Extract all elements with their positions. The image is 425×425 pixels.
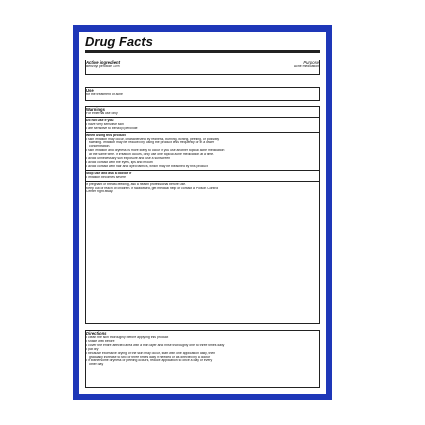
title-rule [85,50,320,53]
direction-item-text: shake well before [88,339,115,343]
when-using-item-cont: swelling. Irritation may be reduced by using the product less frequently or in a lower [89,141,215,145]
when-using-item-text: skin irritation may occur, characterized by redness, burning, itching, peeling, or possibly [88,137,220,141]
active-ingredient-value: Benzoyl peroxide 10% [86,65,120,68]
direction-item: • shake well before [86,339,115,343]
when-using-item: • skin irritation may occur, characterized by redness, burning, itching, peeling, or possibly [86,137,220,141]
do-not-use-item-text: are sensitive to benzoyl peroxide [88,126,138,130]
direction-item-text: clean the skin thoroughly before applying this product [88,336,169,339]
children-warning-cont: Center right away. [86,190,114,194]
external-use-text: For external use only [86,112,118,115]
title-bar [85,32,320,60]
divider [86,170,319,171]
direction-item-cont: gradually increase to two or three times daily if needed or as directed by a doctor [89,355,211,359]
direction-item: • cover the entire affected area with a thin layer and rinse thoroughly one to three times daily [86,343,225,347]
stop-use-item: • irritation becomes severe [86,175,127,179]
do-not-use-item: • are sensitive to benzoyl peroxide [86,126,138,130]
direction-item: • clean the skin thoroughly before applying this product [86,336,169,339]
divider [86,117,319,118]
drug-facts-inner [79,32,326,394]
active-ingredient-section [85,60,320,75]
when-using-item: • avoid contact with hair and dyed fabrics, which may be bleached by this product [86,164,208,168]
purpose-value: Acne medication [293,65,319,68]
directions-section [85,330,320,388]
do-not-use-item-text: have very sensitive skin [88,122,124,126]
drug-facts-title: Drug Facts [85,34,153,49]
use-heading: Use [86,88,94,93]
drug-facts-panel [73,25,332,400]
direction-item: • pat dry [86,347,99,351]
direction-item-text: cover the entire affected area with a thin layer and rinse thoroughly one to three times daily [88,343,225,347]
direction-item-text: because excessive drying of the skin may occur, start with one application daily, then [88,351,216,355]
stop-use-item-text: irritation becomes severe [88,175,127,179]
use-text: for the treatment of acne [86,93,123,96]
do-not-use-item: • have very sensitive skin [86,122,124,126]
when-using-item-text: skin irritation and dryness is more likely to occur if you use another topical acne medication [88,149,225,153]
children-warning: Keep out of reach of children. If swallowed, get medical help or contact a Poison Control [86,186,219,190]
active-ingredient-heading: Active ingredient [86,60,120,65]
when-using-item-text: avoid contact with the eyes, lips and mouth [88,160,153,164]
stop-use-heading: Stop use and ask a doctor if [86,171,132,175]
when-using-heading: When using this product [86,133,126,137]
when-using-item: • avoid unnecessary sun exposure and use a sunscreen [86,157,171,161]
when-using-item-text: avoid unnecessary sun exposure and use a sunscreen [88,157,171,161]
divider [86,181,319,182]
direction-item: • if bothersome dryness or peeling occurs, reduce application to once a day or every [86,359,213,363]
direction-item: • because excessive drying of the skin may occur, start with one application daily, then [86,351,216,355]
direction-item-text: pat dry [88,347,99,351]
warnings-section [85,106,320,324]
when-using-item-cont: concentration. [89,145,111,149]
purpose-heading: Purpose [303,60,319,65]
do-not-use-heading: Do not use if you [86,118,114,122]
when-using-item: • avoid contact with the eyes, lips and mouth [86,160,153,164]
pregnancy-warning: If pregnant or breast-feeding, ask a health professional before use. [86,182,187,186]
use-section [85,87,320,101]
directions-heading: Directions [86,331,107,336]
when-using-item-cont: at the same time. If irritation occurs, only use one topical acne medication at a time. [89,153,215,157]
warnings-heading: Warnings [86,107,105,112]
when-using-item-text: avoid contact with hair and dyed fabrics, which may be bleached by this product [88,164,208,168]
divider [86,132,319,133]
direction-item-text: if bothersome dryness or peeling occurs, reduce application to once a day or every [88,359,213,363]
direction-item-cont: other day [89,363,104,367]
when-using-item: • skin irritation and dryness is more likely to occur if you use another topical acne medication [86,149,225,153]
